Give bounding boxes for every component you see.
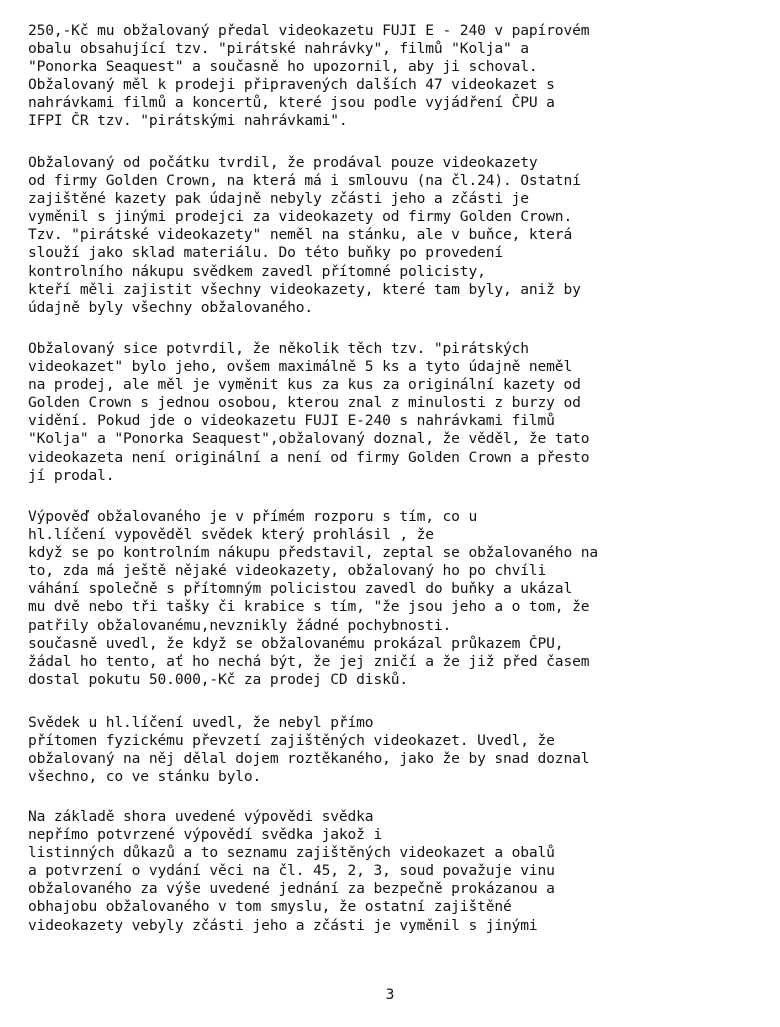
text-line xyxy=(28,671,756,689)
text-line xyxy=(28,154,756,172)
text-line-content: Obžalovaný měl k prodeji připravených dalších 47 videokazet s xyxy=(28,76,555,94)
text-line xyxy=(28,750,756,768)
text-line-content: IFPI ČR tzv. "pirátskými nahrávkami". xyxy=(28,112,348,130)
text-line xyxy=(28,732,756,750)
text-line-content: mu dvě nebo tři tašky či krabice s tím, "že jsou jeho a o tom, že xyxy=(28,598,590,616)
text-line xyxy=(28,467,756,485)
text-line xyxy=(28,112,756,130)
paragraph-4 xyxy=(28,508,756,689)
text-line xyxy=(28,58,756,76)
text-line-content: Obžalovaný od počátku tvrdil, že prodával pouze videokazety xyxy=(28,154,538,171)
text-line xyxy=(28,544,756,562)
text-line-content: obhajobu obžalovaného v tom smyslu, že ostatní zajištěné xyxy=(28,898,512,916)
text-line-content: přítomen fyzickému převzetí zajištěných videokazet. Uvedl, že xyxy=(28,732,555,750)
text-line xyxy=(28,508,756,526)
text-line xyxy=(28,172,756,190)
text-line xyxy=(28,226,756,244)
paragraph-1 xyxy=(28,22,756,131)
text-line-content: na prodej, ale měl je vyměnit kus za kus za originální kazety od xyxy=(28,376,581,394)
text-line xyxy=(28,208,756,226)
text-line-content: Svědek u hl.líčení uvedl, že nebyl přímo xyxy=(28,714,374,731)
text-line-content: Tzv. "pirátské videokazety" neměl na stánku, ale v buňce, která xyxy=(28,226,573,244)
text-line-content: od firmy Golden Crown, na která má i smlouvu (na čl.24). Ostatní xyxy=(28,172,581,190)
paragraph-6 xyxy=(28,808,756,935)
text-line xyxy=(28,394,756,412)
text-line xyxy=(28,768,756,786)
text-line xyxy=(28,598,756,616)
text-line-content: žádal ho tento, ať ho nechá být, že jej zničí a že již před časem xyxy=(28,652,590,670)
text-line-content: "Kolja" a "Ponorka Seaquest",obžalovaný doznal, že věděl, že tato xyxy=(28,430,590,448)
text-line xyxy=(28,880,756,898)
text-line-content: obalu obsahující tzv. "pirátské nahrávky", filmů "Kolja" a xyxy=(28,40,529,58)
text-line-content: slouží jako sklad materiálu. Do této buňky po provedení xyxy=(28,244,503,262)
text-line-content: videokazeta není originální a není od firmy Golden Crown a přesto xyxy=(28,448,590,466)
text-line-content: Na základě shora uvedené výpovědi svědka xyxy=(28,808,374,825)
text-line xyxy=(28,244,756,262)
text-line-content: současně uvedl, že když se obžalovanému prokázal průkazem ČPU, xyxy=(28,634,564,652)
text-line-content: když se po kontrolním nákupu představil, zeptal se obžalovaného na xyxy=(28,544,598,562)
text-line-content: vyměnil s jinými prodejci za videokazety od firmy Golden Crown. xyxy=(28,208,573,226)
text-line xyxy=(28,714,756,732)
paragraph-3 xyxy=(28,340,756,485)
text-line xyxy=(28,898,756,916)
text-line-content: a potvrzení o vydání věci na čl. 45, 2, 3, soud považuje vinu xyxy=(28,862,555,880)
text-line-content: údajně byly všechny obžalovaného. xyxy=(28,298,313,316)
text-line xyxy=(28,826,756,844)
paragraph-5 xyxy=(28,714,756,786)
text-line xyxy=(28,580,756,598)
text-line-content: hl.líčení vypověděl svědek který prohlásil , že xyxy=(28,526,434,544)
text-line-content: jí prodal. xyxy=(28,466,115,484)
text-line xyxy=(28,358,756,376)
text-line-content: váhání společně s přítomným policistou zavedl do buňky a ukázal xyxy=(28,580,573,598)
text-line-content: obžalovaného za výše uvedené jednání za bezpečně prokázanou a xyxy=(28,880,555,898)
text-line-content: všechno, co ve stánku bylo. xyxy=(28,768,262,786)
text-line-content: "Ponorka Seaquest" a současně ho upozornil, aby ji schoval. xyxy=(28,58,538,76)
text-line xyxy=(28,562,756,580)
text-line-content: obžalovaný na něj dělal dojem roztěkaného, jako že by snad doznal xyxy=(28,750,590,768)
paragraph-2 xyxy=(28,154,756,317)
text-line-content: kontrolního nákupu svědkem zavedl přítomné policisty, xyxy=(28,262,486,280)
text-line xyxy=(28,40,756,58)
text-line xyxy=(28,844,756,862)
text-line xyxy=(28,526,756,544)
text-line-content: kteří měli zajistit všechny videokazety, které tam byly, aniž by xyxy=(28,280,581,298)
text-line-content: zajištěné kazety pak údajně nebyly zčásti jeho a zčásti je xyxy=(28,190,529,208)
text-line-content: to, zda má ještě nějaké videokazety, obžalovaný ho po chvíli xyxy=(28,562,547,580)
text-line-content: nahrávkami filmů a koncertů, které jsou podle vyjádření ČPU a xyxy=(28,94,555,112)
text-line xyxy=(28,412,756,430)
text-line-content: dostal pokutu 50.000,-Kč za prodej CD disků. xyxy=(28,670,408,688)
text-line-content: nepřímo potvrzené výpovědí svědka jakož i xyxy=(28,826,383,844)
text-line xyxy=(28,617,756,635)
text-line xyxy=(28,635,756,653)
page-number: 3 xyxy=(385,986,395,1003)
text-line xyxy=(28,917,756,935)
text-line-content: Obžalovaný sice potvrdil, že několik těch tzv. "pirátských xyxy=(28,340,529,357)
text-line xyxy=(28,263,756,281)
text-line-content: vidění. Pokud jde o videokazetu FUJI E-240 s nahrávkami filmů xyxy=(28,412,555,430)
text-line xyxy=(28,190,756,208)
text-line xyxy=(28,449,756,467)
text-line xyxy=(28,808,756,826)
text-line-content: Výpověď obžalovaného je v přímém rozporu s tím, co u xyxy=(28,508,478,525)
text-line xyxy=(28,76,756,94)
text-line xyxy=(28,22,756,40)
text-line xyxy=(28,299,756,317)
text-line-content: 250,-Kč mu obžalovaný předal videokazetu FUJI E - 240 v papírovém xyxy=(28,22,590,39)
text-line xyxy=(28,281,756,299)
text-line xyxy=(28,862,756,880)
text-line-content: videokazety vebyly zčásti jeho a zčásti je vyměnil s jinými xyxy=(28,916,538,934)
text-line xyxy=(28,94,756,112)
text-line xyxy=(28,430,756,448)
text-line xyxy=(28,340,756,358)
text-line-content: patřily obžalovanému,nevznikly žádné pochybnosti. xyxy=(28,616,452,634)
text-line xyxy=(28,653,756,671)
text-line xyxy=(28,376,756,394)
text-line-content: Golden Crown s jednou osobou, kterou znal z minulosti z burzy od xyxy=(28,394,581,412)
text-line-content: videokazet" bylo jeho, ovšem maximálně 5 ks a tyto údajně neměl xyxy=(28,358,573,376)
text-line-content: listinných důkazů a to seznamu zajištěných videokazet a obalů xyxy=(28,844,555,862)
